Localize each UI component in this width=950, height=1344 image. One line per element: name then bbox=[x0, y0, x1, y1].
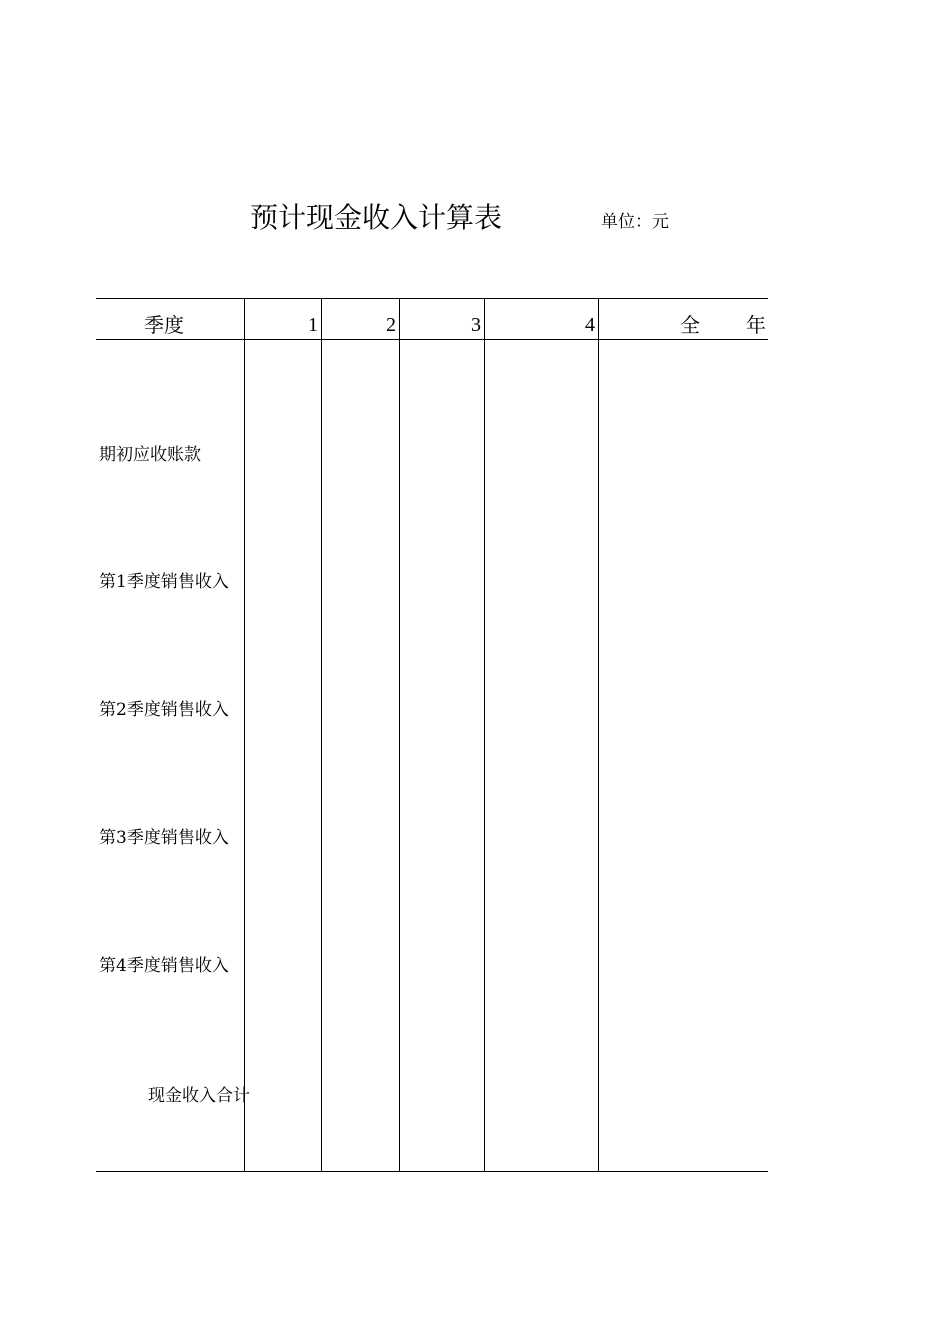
page-title: 预计现金收入计算表 bbox=[250, 201, 503, 234]
header-q4: 4 bbox=[585, 314, 595, 336]
header-year-nian: 年 bbox=[746, 313, 766, 337]
header-quarter: 季度 bbox=[144, 313, 184, 337]
table-top-border bbox=[96, 298, 768, 299]
header-year-quan: 全 bbox=[680, 313, 700, 337]
column-divider-2 bbox=[321, 298, 322, 1172]
header-q2: 2 bbox=[386, 314, 396, 336]
row-label-opening-receivables: 期初应收账款 bbox=[99, 445, 201, 465]
row-label-q1-sales: 第1季度销售收入 bbox=[99, 572, 229, 592]
header-q3: 3 bbox=[471, 314, 481, 336]
table-bottom-border bbox=[96, 1171, 768, 1172]
unit-label: 单位：元 bbox=[601, 212, 669, 232]
row-label-q4-sales: 第4季度销售收入 bbox=[99, 956, 229, 976]
column-divider-1 bbox=[244, 298, 245, 1172]
row-label-q3-sales: 第3季度销售收入 bbox=[99, 828, 229, 848]
row-label-q2-sales: 第2季度销售收入 bbox=[99, 700, 229, 720]
row-label-cash-total: 现金收入合计 bbox=[148, 1086, 250, 1106]
column-divider-3 bbox=[399, 298, 400, 1172]
column-divider-4 bbox=[484, 298, 485, 1172]
column-divider-5 bbox=[598, 298, 599, 1172]
header-q1: 1 bbox=[308, 314, 318, 336]
header-bottom-border bbox=[96, 339, 768, 340]
